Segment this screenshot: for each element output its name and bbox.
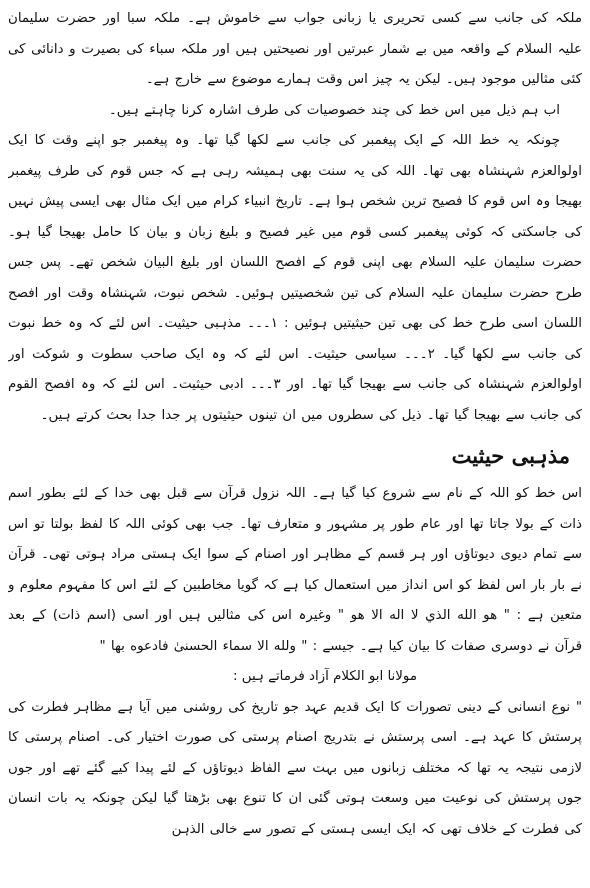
intro-paragraph: اب ہم ذیل میں اس خط کی چند خصوصیات کی طرف اشارہ کرنا چاہتے ہیں۔	[108, 102, 560, 118]
quote-paragraph: " نوع انسانی کے دینی تصورات کا ایک قدیم عہد جو تاریخ کی روشنی میں آیا ہے مظاہر فطرت کی پرستش کا عہد ہے۔ اسی پرستش نے بتدریج اصنام پرستی کی صورت اختیار کی۔ اصنام پرستی کا لازمی نتیجہ یہ تھا کہ مختلف زبانوں میں بہت سے الفاظ دیوتاؤں کے لئے پیدا کیے گئے تھے اور جوں جوں پرستش کی نوعیت میں وسعت ہوتی گئی ان کا تنوع بھی بڑھتا گیا لیکن چونکہ یہ بات انسان کی فطرت کے خلاف تھی کہ ایک ایسی ہستی کے تصور سے خالی الذہن	[8, 699, 582, 837]
opening-paragraph: ملکہ کی جانب سے کسی تحریری یا زبانی جواب سے خاموش ہے۔ ملکہ سبا اور حضرت سلیمان علیہ السلام کے واقعہ میں بے شمار عبرتیں اور نصیحتیں ہیں اور ملکہ سباء کی بصیرت و دانائی کی کئی مثالیں موجود ہیں۔ لیکن یہ چیز اس وقت ہمارے موضوع سے خارج ہے۔	[8, 11, 582, 87]
quote-attribution: مولانا ابو الکلام آزاد فرماتے ہیں :	[233, 669, 417, 684]
section-heading: مذہبی حیثیت	[451, 443, 570, 468]
characteristics-paragraph: چونکہ یہ خط اللہ کے ایک پیغمبر کی جانب سے لکھا گیا تھا۔ وہ پیغمبر جو اپنے وقت کا ایک اولوالعزم شہنشاہ بھی تھا۔ اللہ کی یہ سنت بھی ہمیشہ رہی ہے کہ جس قوم کی طرف پیغمبر بھیجا وہ اس قوم کا فصیح ترین شخص ہوا ہے۔ تاریخ انبیاء کرام میں ایک مثال بھی ایسی پیش نہیں کی جاسکتی کہ کوئی پیغمبر کسی قوم میں غیر فصیح و بلیغ زبان و بیان کا حامل بھیجا گیا ہو۔ حضرت سلیمان علیہ السلام بھی اپنی قوم کے افصح اللسان اور بلیغ البیان شخص تھے۔ پس جس طرح حضرت سلیمان علیہ السلام کی تین شخصیتیں ہوئیں۔ شخص نبوت، شہنشاہ وقت اور افصح اللسان اسی طرح خط کی بھی تین حیثیتیں ہوئیں : ۱۔۔۔ مذہبی حیثیت۔ اس لئے کہ وہ خط نبوت کی جانب سے لکھا گیا۔ ۲۔۔۔ سیاسی حیثیت۔ اس لئے کہ وہ ایک صاحب سطوت و شوکت اور اولوالعزم شہنشاہ کی جانب سے بھیجا گیا تھا۔ اور ۳۔۔۔ ادبی حیثیت۔ اس لئے کہ وہ افصح القوم کی جانب سے بھیجا گیا تھا۔ ذیل کی سطروں میں ان تینوں حیثیتوں پر جدا جدا بحث کرتے ہیں۔	[8, 133, 582, 423]
document-page	[8, 0, 582, 884]
religious-aspect-paragraph: اس خط کو اللہ کے نام سے شروع کیا گیا ہے۔ اللہ نزول قرآن سے قبل بھی خدا کے لئے بطور اسم ذات کے بولا جاتا تھا اور عام طور پر مشہور و متعارف تھا۔ جب بھی کوئی اللہ کا لفظ بولتا تو اس سے تمام دیوی دیوتاؤں اور ہر قسم کے مظاہر اور اصنام کے سوا ایک ہستی مراد ہوتی تھی۔ قرآن نے بار بار اس لفظ کو اس انداز میں استعمال کیا ہے کہ گویا مخاطبین کے لئے اس کا مفہوم معلوم و متعین ہے : " هو الله الذي لا اله الا هو " وغیرہ اس کی مثالیں ہیں اور اسی (اسم ذات) کے بعد قرآن نے دوسری صفات کا بیان کیا ہے۔ جیسے : " ولله الا سماء الحسنیٰ فادعوه بها "	[8, 486, 582, 654]
